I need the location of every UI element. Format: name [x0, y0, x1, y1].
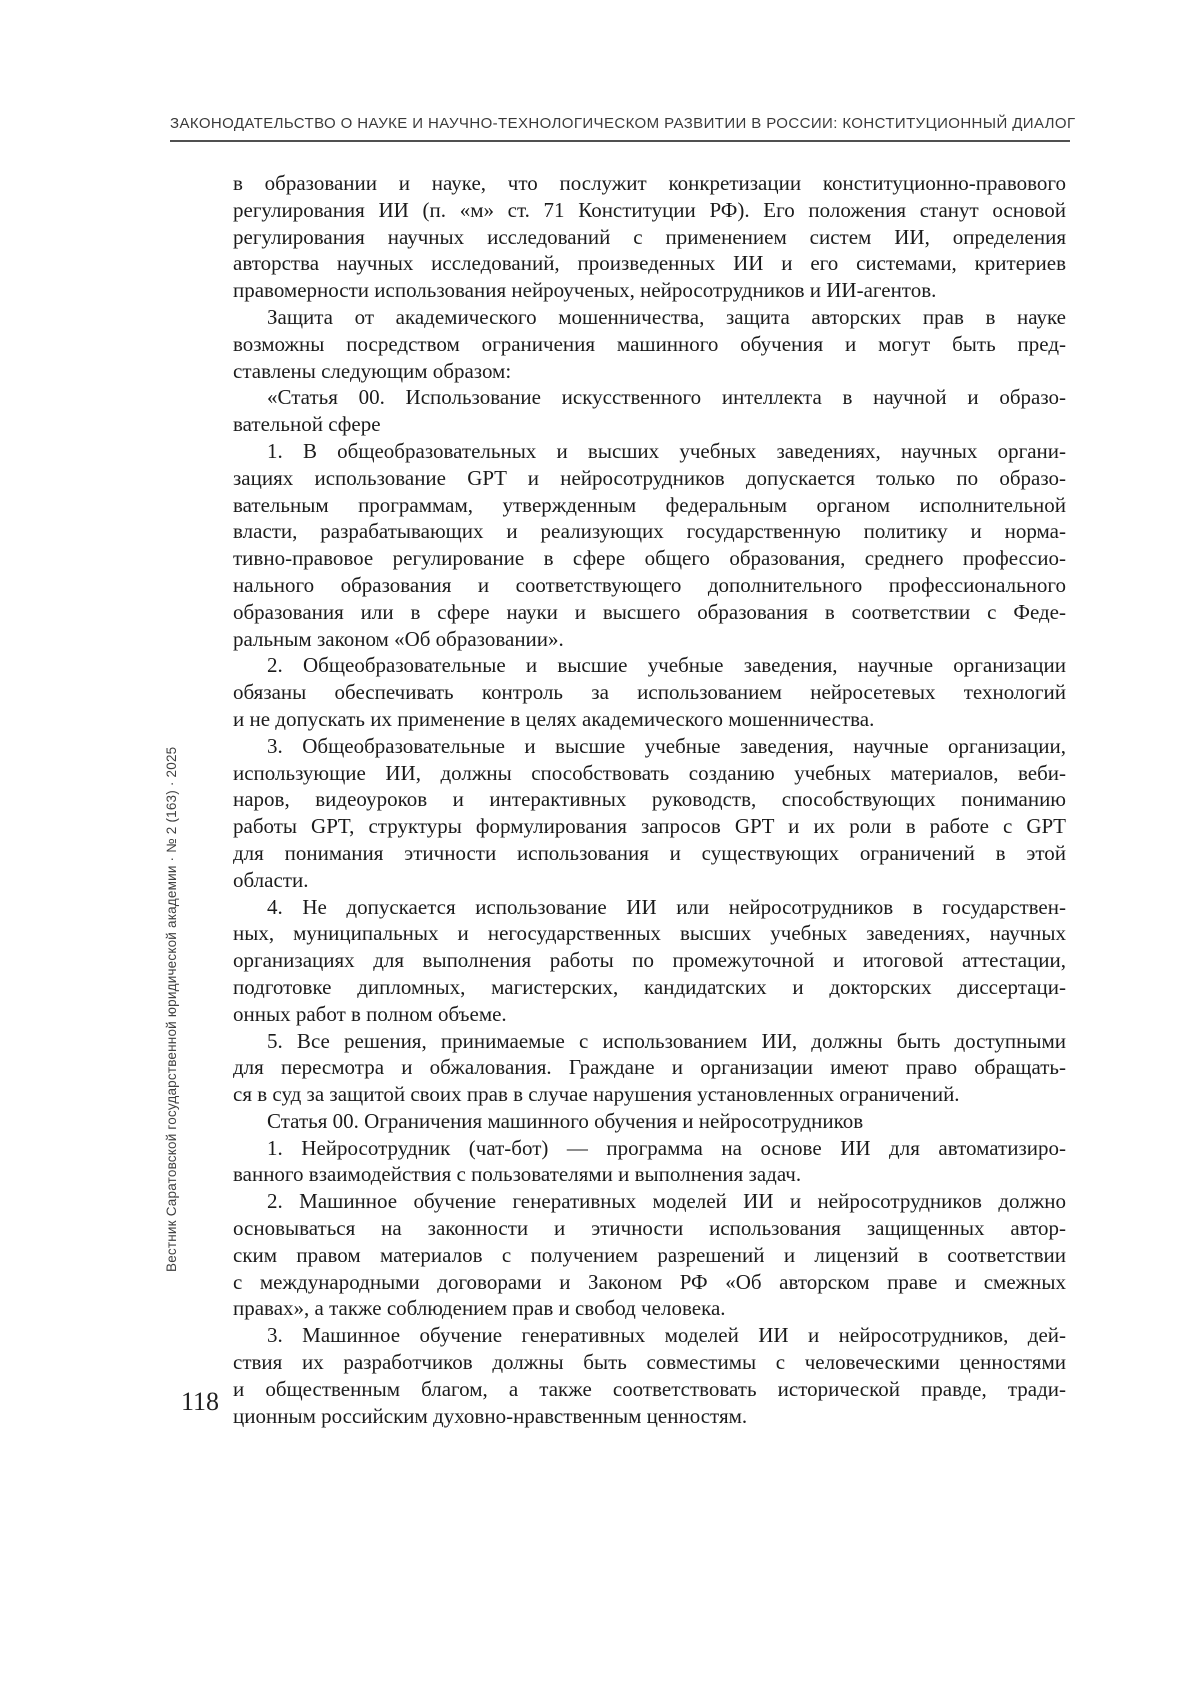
text-line: использующие ИИ, должны способствовать созданию учебных материалов, веби-	[233, 760, 1066, 785]
text-line: власти, разрабатывающих и реализующих государственную политику и норма-	[233, 519, 1066, 544]
text-line: организациях для выполнения работы по промежуточной и итоговой аттестации,	[233, 948, 1066, 973]
text-line: 3. Машинное обучение генеративных моделей ИИ и нейросотрудников, дей-	[267, 1323, 1066, 1348]
text-line: ским правом материалов с получением разрешений и лицензий в соответствии	[233, 1242, 1066, 1267]
text-line: Защита от академического мошенничества, защита авторских прав в науке	[267, 304, 1066, 329]
paragraph	[233, 438, 1066, 652]
text-line: вательной сфере	[233, 412, 381, 437]
text-line: авторства научных исследований, произведенных ИИ и его системами, критериев	[233, 251, 1066, 276]
text-line: правах», а также соблюдением прав и свобод человека.	[233, 1296, 726, 1321]
page-number: 118	[181, 1387, 220, 1416]
text-line: с международными договорами и Законом РФ «Об авторском праве и смежных	[233, 1269, 1066, 1294]
paragraph	[233, 1188, 1066, 1322]
text-line: ствия их разработчиков должны быть совместимы с человеческими ценностями	[233, 1350, 1066, 1375]
text-line: Статья 00. Ограничения машинного обучения и нейросотрудников	[267, 1108, 864, 1133]
text-line: 5. Все решения, принимаемые с использованием ИИ, должны быть доступными	[267, 1028, 1066, 1053]
text-line: и не допускать их применение в целях академического мошенничества.	[233, 706, 875, 731]
paragraph	[233, 170, 1066, 304]
text-line: и общественным благом, а также соответствовать исторической правде, тради-	[233, 1376, 1066, 1401]
text-line: вательным программам, утвержденным федеральным органом исполнительной	[233, 492, 1066, 517]
text-line: ся в суд за защитой своих прав в случае нарушения установленных ограничений.	[233, 1082, 960, 1107]
text-line: подготовке дипломных, магистерских, кандидатских и докторских диссертаци-	[233, 974, 1066, 999]
text-line: ных, муниципальных и негосударственных высших учебных заведениях, научных	[233, 921, 1066, 946]
text-line: для пересмотра и обжалования. Граждане и организации имеют право обращать-	[233, 1055, 1066, 1080]
text-line: 1. В общеобразовательных и высших учебных заведениях, научных органи-	[267, 438, 1066, 463]
paragraph	[233, 894, 1066, 1028]
text-line: 1. Нейросотрудник (чат-бот) — программа на основе ИИ для автоматизиро-	[267, 1135, 1066, 1160]
paragraph	[233, 304, 1066, 384]
paragraph	[233, 384, 1066, 438]
text-line: основываться на законности и этичности использования защищенных автор-	[233, 1216, 1066, 1241]
paragraph	[233, 733, 1066, 894]
running-head-title: ЗАКОНОДАТЕЛЬСТВО О НАУКЕ И НАУЧНО-ТЕХНОЛОГИЧЕСКОМ РАЗВИТИИ В РОССИИ: КОНСТИТУЦИОННЫЙ ДИАЛОГ	[170, 115, 1070, 142]
text-line: зациях использование GPT и нейросотрудников допускается только по образо-	[233, 465, 1066, 490]
paragraph	[233, 652, 1066, 732]
text-line: наров, видеоуроков и интерактивных руководств, способствующих пониманию	[233, 787, 1066, 812]
text-line: ральным законом «Об образовании».	[233, 626, 564, 651]
text-line: образования или в сфере науки и высшего образования в соответствии с Феде-	[233, 599, 1066, 624]
paragraph	[233, 1322, 1066, 1429]
paragraph	[233, 1108, 1066, 1135]
text-line: в образовании и науке, что послужит конкретизации конституционно-правового	[233, 171, 1066, 195]
text-line: 2. Общеобразовательные и высшие учебные заведения, научные организации	[267, 653, 1066, 678]
text-line: работы GPT, структуры формулирования запросов GPT и их роли в работе с GPT	[233, 814, 1066, 839]
text-line: регулирования ИИ (п. «м» ст. 71 Конституции РФ). Его положения станут основой	[233, 197, 1066, 222]
journal-imprint-vertical: Вестник Саратовской государственной юридической академии · № 2 (163) · 2025	[164, 746, 179, 1272]
text-line: ставлены следующим образом:	[233, 358, 512, 383]
text-line: тивно-правовое регулирование в сфере общего образования, среднего профессио-	[233, 546, 1066, 571]
text-line: обязаны обеспечивать контроль за использованием нейросетевых технологий	[233, 680, 1066, 705]
article-body	[233, 170, 1066, 1429]
paragraph	[233, 1028, 1066, 1108]
text-line: ванного взаимодействия с пользователями и выполнения задач.	[233, 1162, 802, 1187]
text-line: «Статья 00. Использование искусственного интеллекта в научной и образо-	[267, 385, 1066, 410]
text-line: 2. Машинное обучение генеративных моделей ИИ и нейросотрудников должно	[267, 1189, 1066, 1214]
text-line: нального образования и соответствующего дополнительного профессионального	[233, 572, 1066, 597]
text-line: ционным российским духовно-нравственным ценностям.	[233, 1403, 748, 1428]
text-line: регулирования научных исследований с применением систем ИИ, определения	[233, 224, 1066, 249]
text-line: для понимания этичности использования и существующих ограничений в этой	[233, 840, 1066, 865]
text-line: области.	[233, 867, 309, 892]
text-line: правомерности использования нейроученых, нейросотрудников и ИИ-агентов.	[233, 278, 937, 303]
paragraph	[233, 1135, 1066, 1189]
text-line: 4. Не допускается использование ИИ или нейросотрудников в государствен-	[267, 894, 1066, 919]
text-line: возможны посредством ограничения машинного обучения и могут быть пред-	[233, 331, 1066, 356]
text-line: 3. Общеобразовательные и высшие учебные заведения, научные организации,	[267, 733, 1066, 758]
text-line: онных работ в полном объеме.	[233, 1001, 507, 1026]
